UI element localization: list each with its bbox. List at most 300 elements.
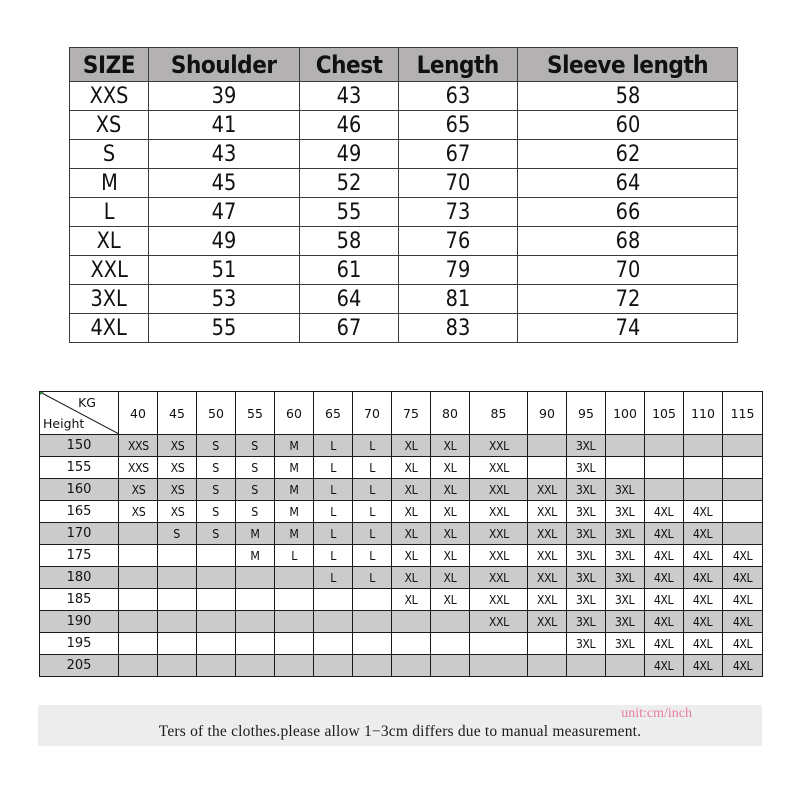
height-value-cell: 160 [40,479,119,501]
size-label-cell [70,285,149,314]
size-text: L [330,438,336,453]
size-text: 3XL [576,460,596,475]
recommended-size-cell [392,655,431,677]
recommended-size-cell [723,611,763,633]
measurement-value-cell [300,111,399,140]
height-value-cell: 195 [40,633,119,655]
size-text: XL [404,504,418,519]
recommended-size-cell [567,545,606,567]
weight-header-80: 80 [431,392,470,435]
recommended-size-cell [353,435,392,457]
measurement-value-cell [399,285,518,314]
recommended-size-cell [158,655,197,677]
height-row-150 [40,435,763,457]
measurement-value-cell [300,169,399,198]
measurement-value-cell [399,82,518,111]
cell-text: 83 [445,315,471,341]
recommended-size-cell [275,457,314,479]
recommended-size-cell [431,501,470,523]
recommended-size-cell [528,523,567,545]
recommended-size-cell [275,545,314,567]
recommended-size-cell [158,545,197,567]
recommended-size-cell [431,567,470,589]
recommended-size-cell [567,567,606,589]
cell-text: S [102,141,116,167]
weight-header-55: 55 [236,392,275,435]
recommended-size-cell [197,655,236,677]
recommended-size-cell [314,457,353,479]
recommended-size-cell [314,545,353,567]
height-row-160 [40,479,763,501]
recommended-size-cell [684,567,723,589]
height-row-175 [40,545,763,567]
size-text: L [330,570,336,585]
recommended-size-cell [528,633,567,655]
size-text: XL [404,526,418,541]
size-text: XL [443,570,457,585]
measurement-value-cell [518,285,738,314]
cell-text: 41 [211,112,237,138]
size-text: XXL [488,438,509,453]
size-text: S [251,438,259,453]
size-text: XS [170,482,184,497]
size-text: S [251,482,259,497]
measurement-value-cell [518,227,738,256]
recommended-size-cell [606,523,645,545]
size-text: XL [404,460,418,475]
recommended-size-cell [645,501,684,523]
measurement-value-cell [149,314,300,343]
size-text: XXL [488,548,509,563]
column-header-shoulder [149,48,300,82]
recommended-size-cell [353,633,392,655]
size-text: XXL [488,592,509,607]
recommended-size-cell [197,545,236,567]
measurement-value-cell [149,198,300,227]
recommended-size-cell [158,611,197,633]
recommended-size-cell [684,457,723,479]
measurement-value-cell [149,227,300,256]
size-text: XXS [127,438,149,453]
recommended-size-cell [353,523,392,545]
height-rows [40,435,763,677]
measurement-row [70,82,738,111]
recommended-size-cell [528,567,567,589]
size-text: S [212,438,220,453]
recommended-size-cell [684,589,723,611]
recommended-size-cell [528,501,567,523]
recommended-size-cell [470,655,528,677]
recommended-size-cell [236,523,275,545]
recommended-size-cell [684,611,723,633]
recommended-size-cell [314,633,353,655]
recommended-size-cell [567,435,606,457]
size-text: 4XL [732,570,753,585]
recommended-size-cell [645,479,684,501]
recommended-size-cell [236,479,275,501]
recommended-size-cell [431,435,470,457]
recommended-size-cell [236,457,275,479]
recommended-size-cell [528,611,567,633]
recommended-size-cell [353,457,392,479]
recommended-size-cell [236,501,275,523]
recommended-size-cell [197,611,236,633]
size-text: L [369,548,375,563]
size-text: S [212,482,220,497]
size-text: XXL [537,482,557,497]
weight-header-75: 75 [392,392,431,435]
cell-text: L [103,199,115,225]
cell-text: 65 [445,112,471,138]
weight-header-110: 110 [684,392,723,435]
recommended-size-cell [392,545,431,567]
size-label-cell [70,227,149,256]
height-value-cell: 180 [40,567,119,589]
cell-text: 49 [336,141,362,167]
recommended-size-cell [119,501,158,523]
measurement-row [70,314,738,343]
size-text: 4XL [693,570,713,585]
size-text: XXL [537,526,557,541]
measurement-value-cell [300,198,399,227]
header-label: Shoulder [171,50,277,79]
measurement-row [70,256,738,285]
height-row-155 [40,457,763,479]
recommended-size-cell [684,545,723,567]
recommended-size-cell [119,567,158,589]
recommended-size-cell [353,567,392,589]
size-text: XL [404,438,418,453]
cell-text: 62 [615,141,640,167]
size-text: 4XL [654,570,674,585]
recommended-size-cell [431,523,470,545]
cell-text: XS [96,112,122,138]
cell-text: 60 [615,112,640,138]
recommended-size-cell [431,611,470,633]
size-text: 3XL [615,636,635,651]
size-text: 4XL [693,526,713,541]
size-text: 4XL [732,548,753,563]
recommended-size-cell [723,523,763,545]
size-text: L [291,548,297,563]
recommended-size-cell [567,457,606,479]
size-text: XXL [488,614,509,629]
recommended-size-cell [645,633,684,655]
size-text: XXL [488,504,509,519]
cell-text: 45 [211,170,237,196]
size-label-cell [70,111,149,140]
size-text: M [289,482,299,497]
recommended-size-cell [119,633,158,655]
measurement-value-cell [149,285,300,314]
recommended-size-cell [470,545,528,567]
measurement-value-cell [149,169,300,198]
recommended-size-cell [723,567,763,589]
size-text: 3XL [615,548,635,563]
size-text: 4XL [732,658,753,673]
size-text: XXL [537,570,557,585]
size-text: 3XL [576,482,596,497]
size-text: XL [443,438,457,453]
measurement-value-cell [300,227,399,256]
height-value-cell: 165 [40,501,119,523]
recommended-size-cell [275,567,314,589]
recommended-size-cell [431,457,470,479]
recommended-size-cell [528,457,567,479]
size-label-cell [70,314,149,343]
weight-header-90: 90 [528,392,567,435]
cell-text: 76 [445,228,471,254]
size-text: XXL [537,592,557,607]
weight-header-65: 65 [314,392,353,435]
size-text: L [369,482,375,497]
recommended-size-cell [723,501,763,523]
recommended-size-cell [119,655,158,677]
recommended-size-cell [470,589,528,611]
recommended-size-cell [314,589,353,611]
measurement-value-cell [518,314,738,343]
recommended-size-cell [567,633,606,655]
size-label-cell [70,82,149,111]
size-text: L [330,526,336,541]
recommended-size-cell [431,589,470,611]
size-text: 3XL [576,526,596,541]
size-text: XL [443,592,457,607]
cell-text: XXL [90,257,128,283]
recommended-size-cell [158,435,197,457]
cell-text: 61 [336,257,362,283]
cell-text: 46 [336,112,362,138]
size-measurement-table [69,47,738,343]
size-text: L [369,438,375,453]
size-text: L [369,504,375,519]
recommended-size-cell [392,479,431,501]
recommended-size-cell [645,435,684,457]
cell-text: 79 [445,257,471,283]
cell-text: 64 [336,286,362,312]
recommended-size-cell [197,523,236,545]
cell-text: XXS [89,83,129,109]
height-value-cell: 205 [40,655,119,677]
weight-header-70: 70 [353,392,392,435]
recommended-size-cell [431,545,470,567]
height-row-185 [40,589,763,611]
cell-text: 47 [211,199,237,225]
cell-text: 49 [211,228,237,254]
size-text: XL [443,460,457,475]
measurement-row [70,111,738,140]
size-text: XXL [537,504,557,519]
measurement-value-cell [518,169,738,198]
size-text: 4XL [654,526,674,541]
size-label-cell [70,198,149,227]
recommended-size-cell [567,479,606,501]
recommended-size-cell [645,655,684,677]
measurement-value-cell [518,111,738,140]
size-text: XXL [537,548,557,563]
recommended-size-cell [158,589,197,611]
size-text: 4XL [654,614,674,629]
recommended-size-cell [723,545,763,567]
weight-header-105: 105 [645,392,684,435]
measurement-row [70,227,738,256]
recommended-size-cell [606,479,645,501]
cell-text: 58 [615,83,640,109]
recommended-size-cell [158,501,197,523]
recommended-size-cell [236,589,275,611]
size-label-cell [70,169,149,198]
measurement-value-cell [149,140,300,169]
recommended-size-cell [392,523,431,545]
recommended-size-cell [684,523,723,545]
size-text: 3XL [615,482,635,497]
cell-text: 70 [445,170,471,196]
measurement-value-cell [149,82,300,111]
size-text: 3XL [615,526,635,541]
recommended-size-cell [606,457,645,479]
recommended-size-cell [431,633,470,655]
recommended-size-cell [119,589,158,611]
recommended-size-cell [470,501,528,523]
size-text: 4XL [732,636,753,651]
recommended-size-cell [236,633,275,655]
size-text: L [369,526,375,541]
recommended-size-cell [236,545,275,567]
weight-header-85: 85 [470,392,528,435]
cell-text: 70 [615,257,640,283]
recommended-size-cell [470,479,528,501]
recommended-size-cell [275,479,314,501]
size-text: S [251,460,259,475]
size-text: XS [170,438,184,453]
recommended-size-cell [723,655,763,677]
recommended-size-cell [645,523,684,545]
cell-text: 43 [211,141,237,167]
measurement-value-cell [300,285,399,314]
header-label: Chest [315,50,383,79]
recommended-size-cell [528,479,567,501]
size-text: XL [404,592,418,607]
size-text: XXL [488,570,509,585]
recommended-size-cell [470,523,528,545]
size-text: L [330,548,336,563]
size-text: 3XL [615,614,635,629]
height-row-190 [40,611,763,633]
recommended-size-cell [392,589,431,611]
recommended-size-cell [606,655,645,677]
size-text: XL [404,548,418,563]
recommended-size-cell [392,501,431,523]
measurement-value-cell [300,314,399,343]
recommended-size-cell [723,589,763,611]
cell-text: XL [96,228,122,254]
recommended-size-cell [353,589,392,611]
recommended-size-cell [197,633,236,655]
recommended-size-cell [314,611,353,633]
cell-text: 3XL [90,286,128,312]
height-axis-label: Height [43,416,85,431]
recommended-size-cell [528,589,567,611]
height-value-cell: 150 [40,435,119,457]
size-text: 4XL [693,504,713,519]
recommended-size-cell [236,655,275,677]
measurement-value-cell [518,256,738,285]
cell-text: 67 [445,141,471,167]
recommended-size-cell [158,457,197,479]
height-row-205 [40,655,763,677]
recommended-size-cell [197,589,236,611]
recommended-size-cell [684,655,723,677]
size-text: 4XL [654,548,674,563]
measurement-note-banner [38,705,762,746]
size-text: XL [404,482,418,497]
size-text: 3XL [576,438,596,453]
recommended-size-cell [314,501,353,523]
size-text: L [330,460,336,475]
height-value-cell: 185 [40,589,119,611]
cell-text: 74 [615,315,640,341]
recommended-size-cell [470,435,528,457]
size-text: M [250,526,260,541]
height-row-170 [40,523,763,545]
recommended-size-cell [353,479,392,501]
recommended-size-cell [606,633,645,655]
measurement-value-cell [300,256,399,285]
recommended-size-cell [431,479,470,501]
recommended-size-cell [606,611,645,633]
recommended-size-cell [645,457,684,479]
recommended-size-cell [353,655,392,677]
recommended-size-cell [645,589,684,611]
weight-header-50: 50 [197,392,236,435]
header-label: Sleeve length [546,50,709,79]
recommended-size-cell [197,501,236,523]
size-text: XS [170,460,184,475]
measurement-value-cell [300,140,399,169]
recommended-size-cell [119,479,158,501]
recommended-size-cell [197,567,236,589]
recommended-size-cell [470,457,528,479]
measurement-value-cell [399,314,518,343]
cell-text: 72 [615,286,640,312]
recommended-size-cell [353,611,392,633]
recommended-size-cell [723,633,763,655]
header-label: Length [416,50,500,79]
size-text: 4XL [654,504,674,519]
size-text: 4XL [693,658,713,673]
recommended-size-cell [158,633,197,655]
size-text: XS [170,504,184,519]
size-text: L [330,482,336,497]
recommended-size-cell [684,479,723,501]
cell-text: M [100,170,118,196]
recommended-size-cell [645,611,684,633]
recommended-size-cell [606,501,645,523]
weight-header-45: 45 [158,392,197,435]
recommended-size-cell [275,655,314,677]
recommended-size-cell [606,567,645,589]
cell-text: 43 [336,83,362,109]
recommended-size-cell [275,435,314,457]
recommended-size-cell [392,567,431,589]
recommended-size-cell [528,655,567,677]
recommended-size-cell [275,523,314,545]
height-value-cell: 175 [40,545,119,567]
recommended-size-cell [470,611,528,633]
cell-text: 64 [615,170,640,196]
weight-header-60: 60 [275,392,314,435]
recommended-size-cell [392,457,431,479]
